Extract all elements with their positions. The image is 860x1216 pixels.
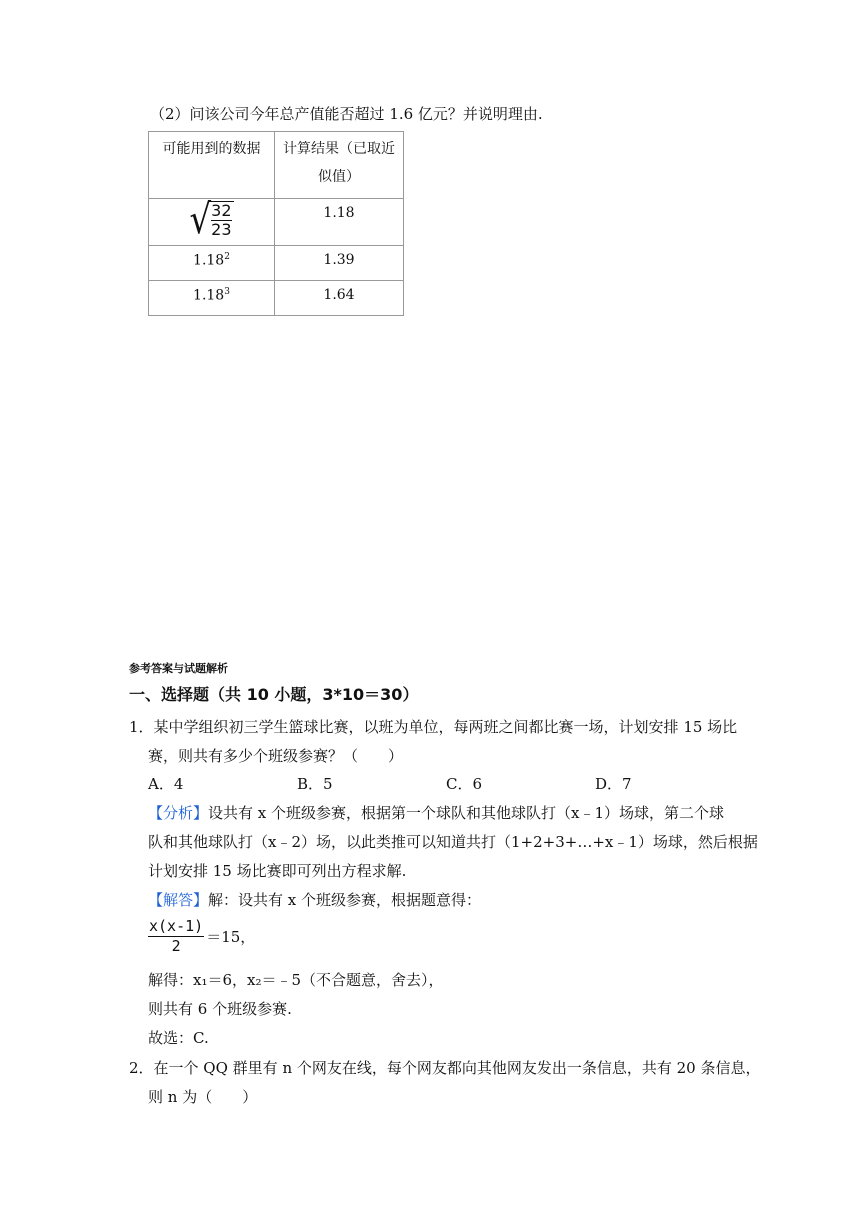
data-table	[148, 131, 404, 316]
analysis-line-3: 计划安排 15 场比赛即可列出方程求解.	[148, 862, 407, 880]
analysis-tag: 【分析】	[148, 804, 209, 822]
q1-options	[148, 773, 744, 794]
result-cell: 1.18	[275, 199, 404, 246]
q2-line-1: 2．在一个 QQ 群里有 n 个网友在线，每个网友都向其他网友发出一条信息，共有 20 条信息，	[129, 1059, 761, 1077]
q1-line-2: 赛，则共有多少个班级参赛？（ ）	[148, 747, 404, 765]
table-row	[149, 199, 404, 246]
header-data-cell: 可能用到的数据	[149, 132, 275, 199]
sqrt-fraction-cell	[149, 196, 275, 246]
option-c: C．6	[446, 775, 483, 793]
question-2-text: （2）问该公司今年总产值能否超过 1.6 亿元？并说明理由.	[150, 105, 543, 123]
power-cell: 1.18$^3$	[149, 281, 275, 316]
analysis-line-1: 【分析】设共有 x 个班级参赛，根据第一个球队和其他球队打（x﹣1）场球，第二个球	[148, 804, 725, 822]
header-result-cell: 计算结果（已取近 似值）	[275, 132, 404, 199]
solution-line-1: 【解答】解：设共有 x 个班级参赛，根据题意得：	[148, 891, 482, 909]
equation-denominator: 2	[171, 937, 181, 955]
solve-line: 解得：x₁＝6，x₂＝﹣5（不合题意，舍去），	[148, 971, 444, 989]
option-a: A．4	[148, 775, 184, 793]
choice-line: 故选：C.	[148, 1029, 209, 1047]
equation-numerator: x(x-1)	[149, 917, 204, 935]
sqrt-expression: √ $\frac{32}{23}$	[189, 196, 232, 244]
result-cell: 1.64	[275, 281, 404, 316]
solution-tag: 【解答】	[148, 891, 209, 909]
analysis-line-2: 队和其他球队打（x﹣2）场，以此类推可以知道共打（1+2+3+…+x﹣1）场球，然后根据	[148, 833, 758, 851]
result-cell: 1.39	[275, 246, 404, 281]
q2-line-2: 则 n 为（ ）	[148, 1088, 258, 1106]
q1-line-1: 1．某中学组织初三学生篮球比赛，以班为单位，每两班之间都比赛一场，计划安排 15 场比	[129, 718, 738, 736]
answer-title: 参考答案与试题解析	[129, 662, 228, 675]
table-header-row	[149, 132, 404, 199]
result-line: 则共有 6 个班级参赛.	[148, 1000, 292, 1018]
table-row	[149, 281, 404, 316]
equation: $\frac{x(x-1)}{2}$ ＝15，	[149, 917, 256, 955]
option-b: B．5	[297, 775, 333, 793]
power-cell: 1.18$^2$	[149, 246, 275, 281]
table-row	[149, 246, 404, 281]
option-d: D．7	[595, 775, 632, 793]
section-heading: 一、选择题（共 10 小题，3*10＝30）	[129, 685, 419, 704]
